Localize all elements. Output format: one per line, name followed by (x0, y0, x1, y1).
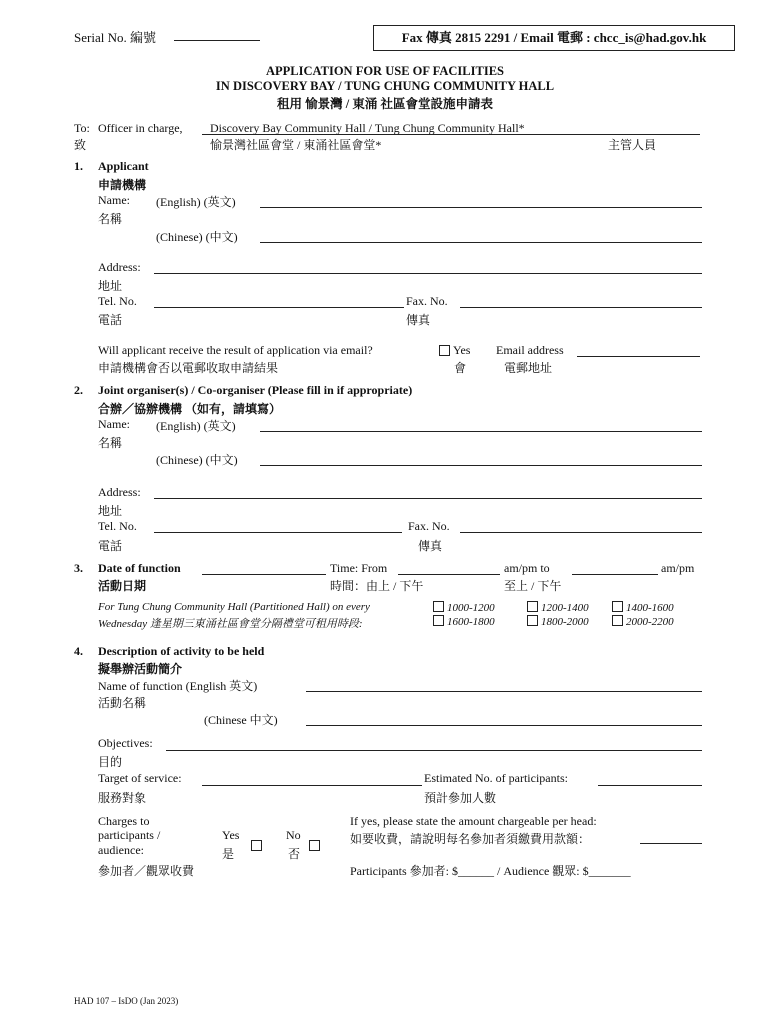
function-chinese-label: (Chinese 中文) (204, 713, 278, 727)
section-3-num: 3. (74, 561, 83, 575)
s2-chinese-label: (Chinese) (中文) (156, 453, 238, 467)
s2-address-label: Address: (98, 485, 141, 499)
section-2-num: 2. (74, 383, 83, 397)
officer-zh: 主管人員 (608, 138, 657, 152)
to-label-zh: 致 (74, 138, 87, 152)
email-address-field[interactable] (577, 356, 700, 357)
email-address-label-zh: 電郵地址 (504, 361, 553, 375)
title-line-1: APPLICATION FOR USE OF FACILITIES (266, 64, 504, 78)
target-label: Target of service: (98, 771, 182, 785)
email-yes-label: Yes (453, 343, 471, 357)
charges-no-label-zh: 否 (288, 847, 301, 861)
objectives-label-zh: 目的 (98, 755, 123, 769)
section-4-title-zh: 擬舉辦活動簡介 (98, 662, 183, 676)
charges-label-1: Charges to (98, 814, 150, 828)
serial-field[interactable] (174, 40, 260, 41)
form-code: HAD 107 – IsDO (Jan 2023) (74, 996, 179, 1006)
charges-yes-label: Yes (222, 828, 240, 842)
s2-tel-label: Tel. No. (98, 519, 137, 533)
officer-label: Officer in charge, (98, 121, 183, 135)
hall-name-zh: 愉景灣社區會堂 / 東涌社區會堂* (210, 138, 382, 152)
charges-label-3: audience: (98, 843, 144, 857)
s2-fax-field[interactable] (460, 532, 702, 533)
tung-chung-note: For Tung Chung Community Hall (Partitioned Hall) on every (98, 601, 370, 613)
amount-per-head-field[interactable] (640, 843, 702, 844)
s1-address-label-zh: 地址 (98, 279, 123, 293)
slot-checkbox[interactable] (527, 601, 538, 612)
s2-tel-label-zh: 電話 (98, 539, 123, 553)
section-2-title-zh: 合辦／協辦機構 （如有，請填寫） (98, 402, 282, 416)
function-name-english-field[interactable] (306, 691, 702, 692)
s1-fax-label: Fax. No. (406, 294, 448, 308)
s2-address-field[interactable] (154, 498, 702, 499)
s2-fax-label-zh: 傳真 (418, 539, 443, 553)
objectives-label: Objectives: (98, 736, 153, 750)
charges-no-checkbox[interactable] (309, 840, 320, 851)
charges-no-label: No (286, 828, 301, 842)
target-label-zh: 服務對象 (98, 791, 147, 805)
s1-address-label: Address: (98, 260, 141, 274)
email-address-label: Email address (496, 343, 564, 357)
section-4-title: Description of activity to be held (98, 644, 265, 658)
section-2-title: Joint organiser(s) / Co-organiser (Please fill in if appropriate) (98, 383, 413, 397)
fax-email-box: Fax 傳真 2815 2291 / Email 電郵 : chcc_is@had.gov.hk (373, 25, 735, 51)
s2-tel-field[interactable] (154, 532, 402, 533)
time-to-field[interactable] (572, 574, 658, 575)
charges-label-2: participants / (98, 828, 161, 842)
participants-label: Estimated No. of participants: (424, 771, 568, 785)
time-from-label-zh: 時間：由上 / 下午 (330, 579, 424, 593)
section-3-title-zh: 活動日期 (98, 579, 147, 593)
time-from-field[interactable] (398, 574, 500, 575)
email-question: Will applicant receive the result of application via email? (98, 343, 373, 357)
target-field[interactable] (202, 785, 422, 786)
s1-chinese-label: (Chinese) (中文) (156, 230, 238, 244)
s2-address-label-zh: 地址 (98, 504, 123, 518)
participants-field[interactable] (598, 785, 702, 786)
charges-label-zh: 參加者／觀眾收費 (98, 864, 195, 878)
to-label: To: (74, 121, 90, 135)
slot-checkbox[interactable] (433, 615, 444, 626)
s1-english-label: (English) (英文) (156, 195, 236, 209)
title-line-2: IN DISCOVERY BAY / TUNG CHUNG COMMUNITY HALL (215, 79, 555, 93)
charges-yes-checkbox[interactable] (251, 840, 262, 851)
section-3-title: Date of function (98, 561, 181, 575)
time-to-label-zh: 至上 / 下午 (504, 579, 562, 593)
s1-tel-field[interactable] (154, 307, 404, 308)
time-from-label: Time: From (330, 561, 388, 575)
email-yes-label-zh: 會 (454, 361, 467, 375)
s1-fax-field[interactable] (460, 307, 702, 308)
slot-1800-2000[interactable]: 1800-2000 (527, 615, 589, 628)
if-yes-label-zh: 如要收費，請說明每名參加者須繳費用款額： (350, 832, 591, 846)
tung-chung-note-zh: Wednesday 逢星期三東涌社區會堂分隔禮堂可租用時段: (98, 618, 363, 630)
function-name-label: Name of function (English 英文) (98, 679, 258, 693)
s1-fax-label-zh: 傳真 (406, 313, 431, 327)
email-question-zh: 申請機構會否以電郵收取申請結果 (98, 361, 279, 375)
ampm-to-label: am/pm to (504, 561, 550, 575)
s2-english-label: (English) (英文) (156, 419, 236, 433)
slot-checkbox[interactable] (612, 601, 623, 612)
slot-2000-2200[interactable]: 2000-2200 (612, 615, 674, 628)
function-date-field[interactable] (202, 574, 326, 575)
slot-checkbox[interactable] (433, 601, 444, 612)
charges-yes-label-zh: 是 (222, 847, 235, 861)
hall-name-en: Discovery Bay Community Hall / Tung Chung Community Hall* (210, 121, 525, 135)
s1-name-chinese-field[interactable] (260, 242, 702, 243)
serial-label: Serial No. 編號 (74, 30, 156, 45)
function-name-label-zh: 活動名稱 (98, 696, 147, 710)
slot-1600-1800[interactable]: 1600-1800 (433, 615, 495, 628)
ampm-label: am/pm (661, 561, 695, 575)
slot-checkbox[interactable] (612, 615, 623, 626)
participants-label-zh: 預計參加人數 (424, 791, 497, 805)
section-4-num: 4. (74, 644, 83, 658)
if-yes-label: If yes, please state the amount chargeable per head: (350, 814, 597, 828)
s1-name-label: Name: (98, 193, 130, 207)
s2-name-chinese-field[interactable] (260, 465, 702, 466)
function-name-chinese-field[interactable] (306, 725, 702, 726)
slot-checkbox[interactable] (527, 615, 538, 626)
s1-name-english-field[interactable] (260, 207, 702, 208)
s2-fax-label: Fax. No. (408, 519, 450, 533)
section-1-title: Applicant (98, 159, 149, 173)
section-1-title-zh: 申請機構 (98, 178, 147, 192)
slot-1400-1600[interactable]: 1400-1600 (612, 601, 674, 614)
title-line-3: 租用 愉景灣 / 東涌 社區會堂設施申請表 (277, 97, 493, 111)
s2-name-label: Name: (98, 417, 130, 431)
objectives-field[interactable] (166, 750, 702, 751)
s2-name-english-field[interactable] (260, 431, 702, 432)
s1-tel-label: Tel. No. (98, 294, 137, 308)
s1-name-label-zh: 名稱 (98, 212, 123, 226)
s1-address-field[interactable] (154, 273, 702, 274)
fees-line[interactable]: Participants 參加者: $______ / Audience 觀眾: $_______ (350, 864, 631, 878)
slot-1000-1200[interactable]: 1000-1200 (433, 601, 495, 614)
s2-name-label-zh: 名稱 (98, 436, 123, 450)
section-1-num: 1. (74, 159, 83, 173)
email-yes-checkbox[interactable] (439, 345, 450, 356)
s1-tel-label-zh: 電話 (98, 313, 123, 327)
hall-underline (202, 134, 700, 135)
slot-1200-1400[interactable]: 1200-1400 (527, 601, 589, 614)
